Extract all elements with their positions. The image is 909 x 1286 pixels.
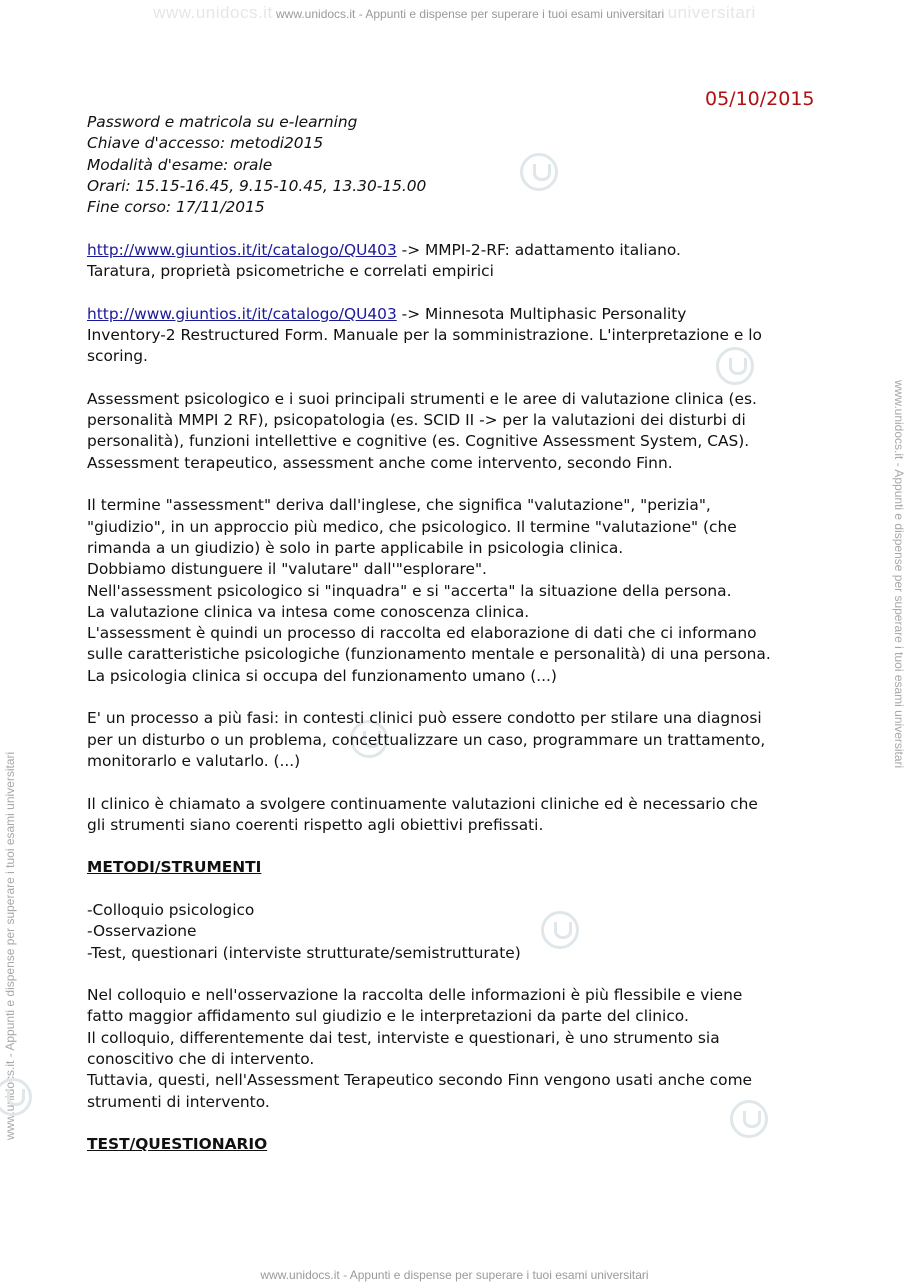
paragraph-line: personalità MMPI 2 RF), psicopatologia (es. SCID II -> per la valutazioni dei disturbi di: [87, 411, 746, 430]
paragraph-line: Assessment psicologico e i suoi principali strumenti e le aree di valutazione clinica (es.: [87, 389, 757, 408]
paragraph-line: Il termine "assessment" deriva dall'inglese, che significa "valutazione", "perizia",: [87, 496, 711, 515]
section-heading: TEST/QUESTIONARIO: [87, 1135, 268, 1154]
paragraph-line: Nel colloquio e nell'osservazione la raccolta delle informazioni è più flessibile e viene: [87, 986, 743, 1005]
list-item: -Colloquio psicologico: [87, 900, 255, 919]
paragraph-line: sulle caratteristiche psicologiche (funzionamento mentale e personalità) di una persona.: [87, 645, 771, 664]
paragraph-line: Dobbiamo distunguere il "valutare" dall'"esplorare".: [87, 560, 487, 579]
paragraph-line: E' un processo a più fasi: in contesti clinici può essere condotto per stilare una diagnosi: [87, 709, 762, 728]
info-line: Chiave d'accesso: metodi2015: [87, 134, 324, 153]
paragraph-line: fatto maggior affidamento sul giudizio e le interpretazioni da parte del clinico.: [87, 1007, 689, 1026]
paragraph-line: per un disturbo o un problema, concettualizzare un caso, programmare un trattamento,: [87, 730, 766, 749]
paragraph-line: Il clinico è chiamato a svolgere continuamente valutazioni cliniche ed è necessario che: [87, 794, 758, 813]
section-heading: METODI/STRUMENTI: [87, 858, 262, 877]
paragraph-line: Tuttavia, questi, nell'Assessment Terapeutico secondo Finn vengono usati anche come: [87, 1071, 753, 1090]
paragraph-line: conoscitivo che di intervento.: [87, 1050, 315, 1069]
info-line: Orari: 15.15-16.45, 9.15-10.45, 13.30-15.00: [87, 176, 427, 195]
document-date: 05/10/2015: [705, 88, 815, 110]
info-line: Modalità d'esame: orale: [87, 155, 273, 174]
paragraph-line: rimanda a un giudizio) è solo in parte applicabile in psicologia clinica.: [87, 538, 624, 557]
paragraph-line: personalità), funzioni intellettive e cognitive (es. Cognitive Assessment System, CAS).: [87, 432, 750, 451]
watermark-top-text: www.unidocs.it - Appunti e dispense per superare i tuoi esami universitari: [276, 7, 665, 21]
paragraph: [87, 794, 827, 837]
catalog-link[interactable]: http://www.giuntios.it/it/catalogo/QU403: [87, 240, 397, 259]
reference-text: -> MMPI-2-RF: adattamento italiano.: [396, 240, 681, 259]
watermark-left: www.unidocs.it - Appunti e dispense per superare i tuoi esami universitari: [3, 751, 17, 1140]
paragraph-line: Il colloquio, differentemente dai test, interviste e questionari, è uno strumento sia: [87, 1028, 720, 1047]
reference-text: Inventory-2 Restructured Form. Manuale per la somministrazione. L'interpretazione e lo: [87, 325, 762, 344]
watermark-top: [0, 3, 909, 23]
document-body: [87, 112, 827, 1156]
reference-text: -> Minnesota Multiphasic Personality: [396, 304, 687, 323]
watermark-logo-icon: [0, 1078, 32, 1116]
paragraph-line: gli strumenti siano coerenti rispetto agli obiettivi prefissati.: [87, 815, 544, 834]
reference-text: Taratura, proprietà psicometriche e correlati empirici: [87, 262, 494, 281]
paragraph-line: Nell'assessment psicologico si "inquadra" e si "accerta" la situazione della persona.: [87, 581, 732, 600]
reference-2: [87, 304, 827, 368]
info-line: Password e matricola su e-learning: [87, 113, 358, 131]
paragraph-line: La psicologia clinica si occupa del funzionamento umano (...): [87, 666, 557, 685]
paragraph: [87, 708, 827, 772]
course-info: [87, 112, 827, 218]
paragraph-line: L'assessment è quindi un processo di raccolta ed elaborazione di dati che ci informano: [87, 624, 757, 643]
watermark-right: www.unidocs.it - Appunti e dispense per superare i tuoi esami universitari: [892, 380, 906, 769]
watermark-bottom: [0, 1268, 909, 1282]
watermark-ghost-right: universitari: [667, 3, 756, 22]
paragraph-line: strumenti di intervento.: [87, 1092, 270, 1111]
paragraph: [87, 389, 827, 474]
watermark-ghost-left: www.unidocs.it: [153, 3, 273, 22]
info-line: Fine corso: 17/11/2015: [87, 198, 265, 217]
paragraph: [87, 985, 827, 1113]
catalog-link[interactable]: http://www.giuntios.it/it/catalogo/QU403: [87, 304, 397, 323]
methods-list: [87, 900, 827, 964]
watermark-bottom-text: www.unidocs.it - Appunti e dispense per superare i tuoi esami universitari: [260, 1268, 649, 1282]
paragraph-line: "giudizio", in un approccio più medico, che psicologico. Il termine "valutazione" (che: [87, 517, 737, 536]
reference-1: [87, 240, 827, 283]
paragraph-line: Assessment terapeutico, assessment anche come intervento, secondo Finn.: [87, 453, 673, 472]
list-item: -Test, questionari (interviste strutturate/semistrutturate): [87, 943, 521, 962]
paragraph: [87, 495, 827, 687]
reference-text: scoring.: [87, 347, 148, 366]
paragraph-line: La valutazione clinica va intesa come conoscenza clinica.: [87, 602, 530, 621]
paragraph-line: monitorarlo e valutarlo. (...): [87, 751, 301, 770]
list-item: -Osservazione: [87, 922, 197, 941]
